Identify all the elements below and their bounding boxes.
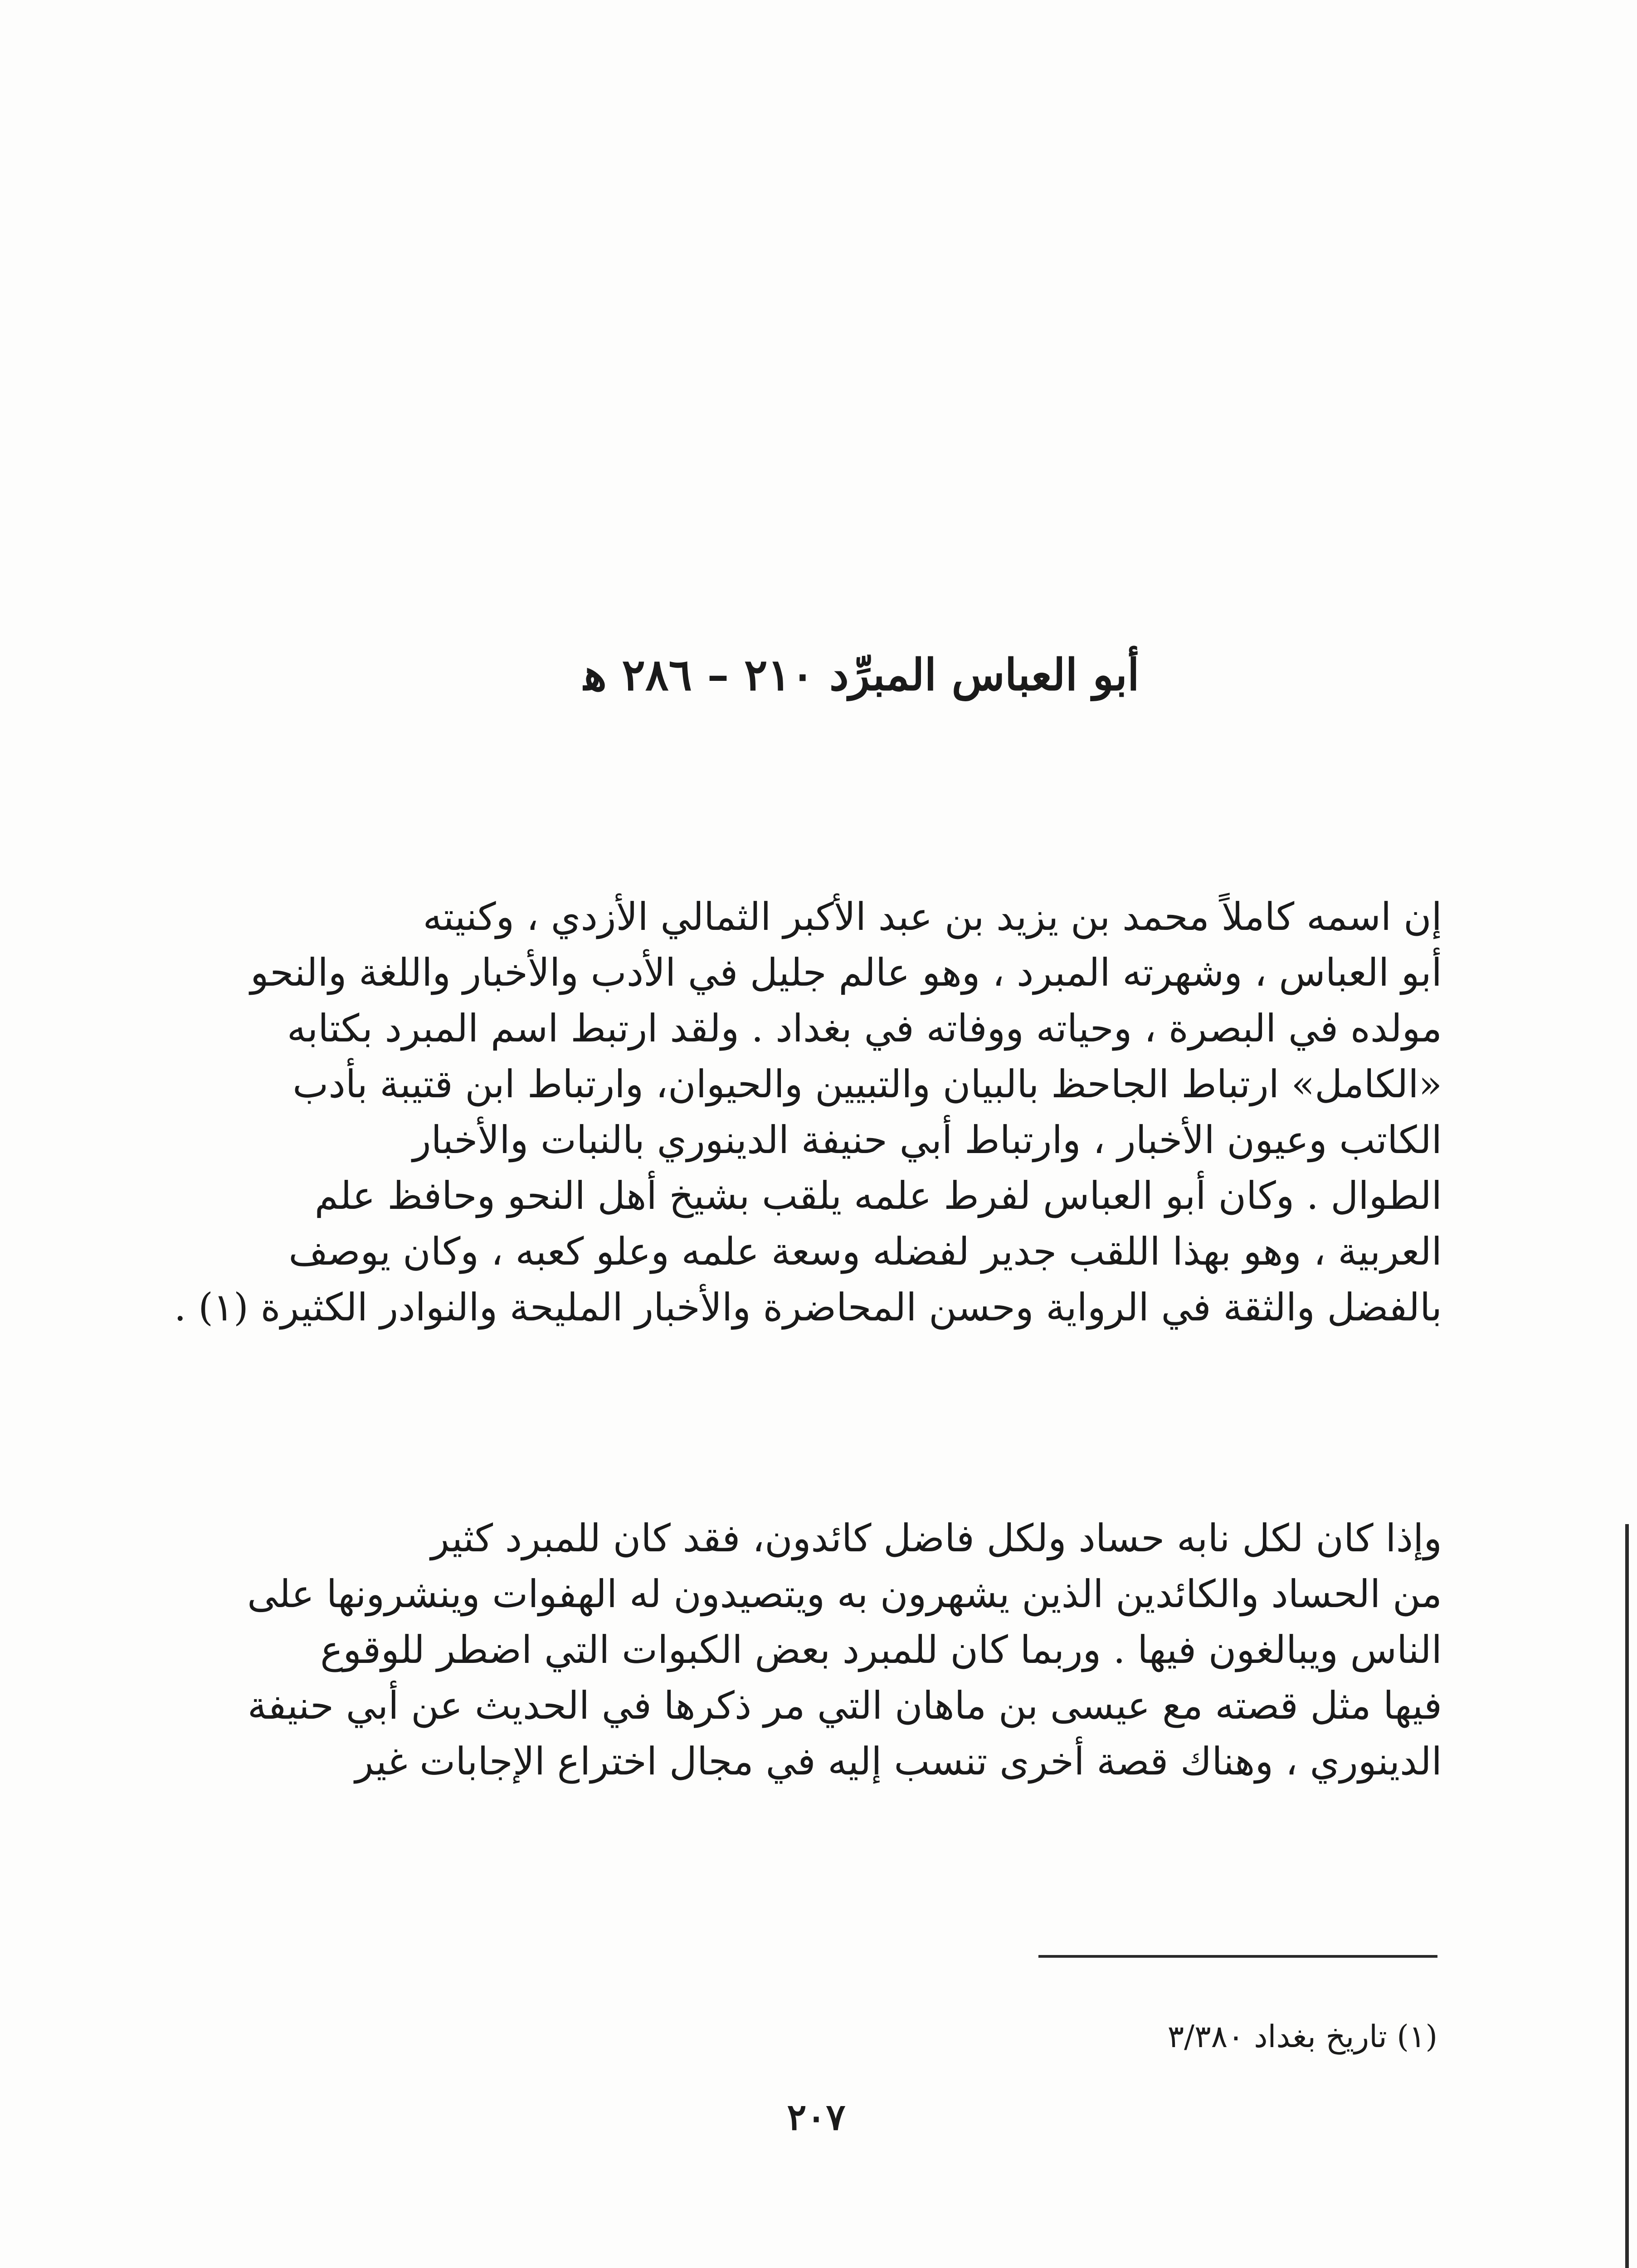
- paragraph-line: بالفضل والثقة في الرواية وحسن المحاضرة والأخبار المليحة والنوادر الكثيرة (١) .: [174, 1285, 1442, 1330]
- paragraph-line: الكاتب وعيون الأخبار ، وارتباط أبي حنيفة الدينوري بالنبات والأخبار: [413, 1118, 1442, 1162]
- paragraph-line: العربية ، وهو بهذا اللقب جدير لفضله وسعة علمه وعلو كعبه ، وكان يوصف: [288, 1229, 1442, 1274]
- footnote: (١) تاريخ بغداد ٣/٣٨٠: [1167, 2019, 1437, 2055]
- footnote-divider: [1038, 1955, 1437, 1958]
- paragraph-line: الناس ويبالغون فيها . وربما كان للمبرد بعض الكبوات التي اضطر للوقوع: [320, 1628, 1442, 1672]
- paragraph-line: إن اسمه كاملاً محمد بن يزيد بن عبد الأكبر الثمالي الأزدي ، وكنيته: [423, 894, 1442, 939]
- paragraph-line: «الكامل» ارتباط الجاحظ بالبيان والتبيين والحيوان، وارتباط ابن قتيبة بأدب: [292, 1062, 1442, 1106]
- paragraph-line: من الحساد والكائدين الذين يشهرون به ويتصيدون له الهفوات وينشرونها على: [247, 1572, 1442, 1616]
- chapter-title: أبو العباس المبرِّد ٢١٠ – ٢٨٦ ﻫ: [584, 649, 1140, 700]
- paragraph-line: أبو العباس ، وشهرته المبرد ، وهو عالم جليل في الأدب والأخبار واللغة والنحو: [250, 950, 1442, 995]
- page-number: ٢٠٧: [787, 2096, 846, 2138]
- paragraph-1: [174, 889, 1442, 1335]
- paragraph-line: الدينوري ، وهناك قصة أخرى تنسب إليه في مجال اختراع الإجابات غير: [355, 1739, 1442, 1784]
- paragraph-2: [236, 1510, 1442, 1789]
- paragraph-line: الطوال . وكان أبو العباس لفرط علمه يلقب بشيخ أهل النحو وحافظ علم: [314, 1173, 1442, 1218]
- page-edge-shadow: [1625, 1524, 1629, 2268]
- paragraph-line: وإذا كان لكل نابه حساد ولكل فاضل كائدون، فقد كان للمبرد كثير: [431, 1516, 1442, 1560]
- paragraph-line: مولده في البصرة ، وحياته ووفاته في بغداد . ولقد ارتبط اسم المبرد بكتابه: [287, 1006, 1442, 1051]
- paragraph-line: فيها مثل قصته مع عيسى بن ماهان التي مر ذكرها في الحديث عن أبي حنيفة: [247, 1683, 1442, 1728]
